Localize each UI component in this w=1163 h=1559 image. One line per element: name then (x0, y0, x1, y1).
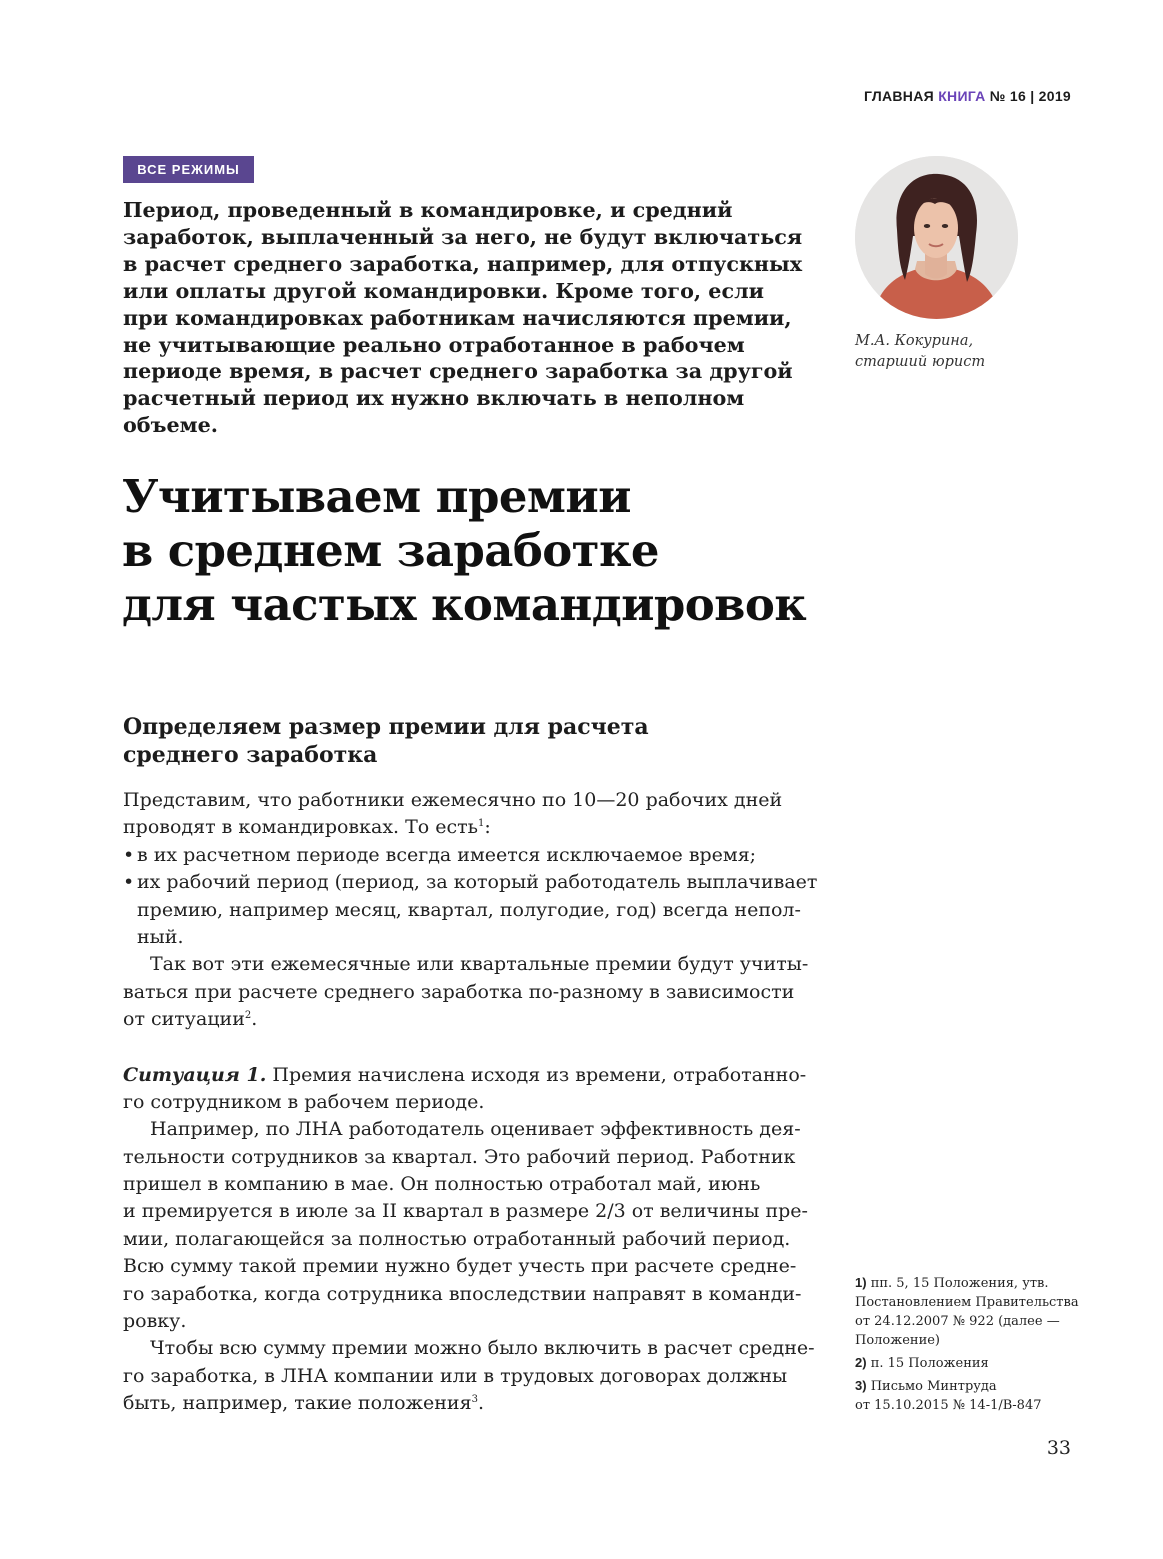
body-text: от ситуации (123, 1008, 245, 1031)
footnote-3 (855, 1376, 1115, 1415)
category-tag: ВСЕ РЕЖИМЫ (123, 156, 254, 183)
bullet-text: в их расчетном периоде всегда имеется исключаемое время; (137, 843, 757, 866)
bullet-item (123, 869, 818, 896)
bullet-text: их рабочий период (период, за который работодатель выплачивает (137, 871, 818, 894)
author-role: старший юрист (855, 354, 986, 370)
body-line (123, 1390, 803, 1417)
body-line: Например, по ЛНА работодатель оценивает эффективность дея- (150, 1118, 801, 1141)
bullet-continuation: премию, например месяц, квартал, полугодие, год) всегда непол- (137, 898, 801, 921)
body-line (123, 1006, 803, 1033)
page-header (864, 88, 1071, 104)
footnote-line: от 24.12.2007 № 922 (далее — (855, 1314, 1060, 1329)
author-caption (855, 331, 1075, 373)
body-line: Так вот эти ежемесячные или квартальные премии будут учиты- (150, 953, 809, 976)
footnote-ref-3[interactable]: 3 (471, 1394, 478, 1406)
body-line: го сотрудником в рабочем периоде. (123, 1090, 485, 1113)
heading-line: Определяем размер премии для расчета (123, 714, 649, 740)
lead-line: Период, проведенный в командировке, и средний (123, 198, 733, 222)
bullet-mark: • (123, 843, 135, 866)
section-heading (123, 713, 763, 769)
lead-line: не учитывающие реально отработанное в рабочем (123, 332, 745, 357)
lead-paragraph (123, 197, 803, 439)
lead-line: или оплаты другой командировки. Кроме того, если (123, 278, 764, 303)
article-body (123, 787, 818, 1418)
bullet-mark: • (123, 871, 135, 894)
body-line: ваться при расчете среднего заработка по-разному в зависимости (123, 980, 795, 1003)
footnote-line: Постановлением Правительства (855, 1295, 1079, 1310)
footnote-text: Письмо Минтруда (866, 1379, 997, 1394)
footnote-line: от 15.10.2015 № 14-1/В-847 (855, 1398, 1042, 1413)
body-line: Представим, что работники ежемесячно по 10—20 рабочих дней (123, 789, 783, 811)
body-text: . (251, 1008, 258, 1031)
body-line: тельности сотрудников за квартал. Это рабочий период. Работник (123, 1145, 796, 1168)
body-line (123, 814, 803, 841)
body-line: Чтобы всю сумму премии можно было включить в расчет средне- (150, 1337, 815, 1360)
body-line (123, 1062, 807, 1089)
title-line: в среднем заработке (122, 524, 659, 577)
paragraph-gap (123, 1034, 803, 1062)
lead-line: периоде время, в расчет среднего заработка за другой (123, 359, 793, 384)
situation-label: Ситуация 1. (123, 1063, 267, 1086)
body-line: го заработка, когда сотрудника впоследствии направят в команди- (123, 1282, 802, 1305)
footnote-text: п. 15 Положения (866, 1356, 989, 1371)
footnote-line (855, 1353, 1115, 1373)
body-line: мии, полагающейся за полностью отработанный рабочий период. (123, 1227, 791, 1250)
page-number: 33 (1046, 1437, 1071, 1459)
lead-line: заработок, выплаченный за него, не будут включаться (123, 224, 803, 249)
footnote-text: пп. 5, 15 Положения, утв. (866, 1276, 1049, 1291)
title-line: Учитываем премии (122, 470, 631, 523)
body-text: быть, например, такие положения (123, 1392, 472, 1415)
body-line: го заработка, в ЛНА компании или в трудовых договорах должны (123, 1364, 788, 1387)
footnote-line (855, 1273, 1115, 1293)
brand-name-part2: КНИГА (938, 88, 986, 104)
body-line: ровку. (123, 1310, 187, 1333)
author-name: М.А. Кокурина, (855, 333, 974, 349)
lead-line: объеме. (123, 413, 218, 438)
body-text: . (477, 1392, 484, 1415)
bullet-item (123, 842, 803, 869)
bullet-continuation: ный. (137, 925, 184, 948)
heading-line: среднего заработка (123, 742, 378, 768)
footnote-line: Положение) (855, 1333, 940, 1348)
portrait-illustration (855, 156, 1018, 319)
footnote-number: 2) (855, 1355, 867, 1370)
footnote-number: 1) (855, 1275, 867, 1290)
footnote-line (855, 1376, 1115, 1396)
footnotes (855, 1273, 1115, 1418)
body-line: пришел в компанию в мае. Он полностью отработал май, июнь (123, 1173, 761, 1196)
brand-name-part1: ГЛАВНАЯ (863, 88, 934, 104)
issue-number: № 16 | 2019 (989, 88, 1071, 104)
title-line: для частых командировок (122, 578, 807, 631)
article-title (122, 470, 822, 632)
body-text: проводят в командировках. То есть (123, 816, 479, 839)
lead-line: расчетный период их нужно включать в неполном (123, 386, 745, 411)
body-text: Премия начислена исходя из времени, отработанно- (266, 1063, 807, 1086)
body-line: Всю сумму такой премии нужно будет учесть при расчете средне- (123, 1255, 797, 1278)
footnote-2 (855, 1353, 1115, 1373)
footnote-ref-2[interactable]: 2 (244, 1010, 252, 1022)
lead-line: в расчет среднего заработка, например, для отпускных (123, 251, 803, 276)
footnote-number: 3) (855, 1378, 867, 1393)
footnote-ref-1[interactable]: 1 (478, 818, 485, 830)
footnote-1 (855, 1273, 1115, 1350)
lead-line: при командировках работникам начисляются премии, (123, 305, 792, 330)
body-line: и премируется в июле за II квартал в размере 2/3 от величины пре- (123, 1200, 808, 1223)
body-text: : (484, 816, 491, 839)
author-portrait (855, 156, 1018, 319)
